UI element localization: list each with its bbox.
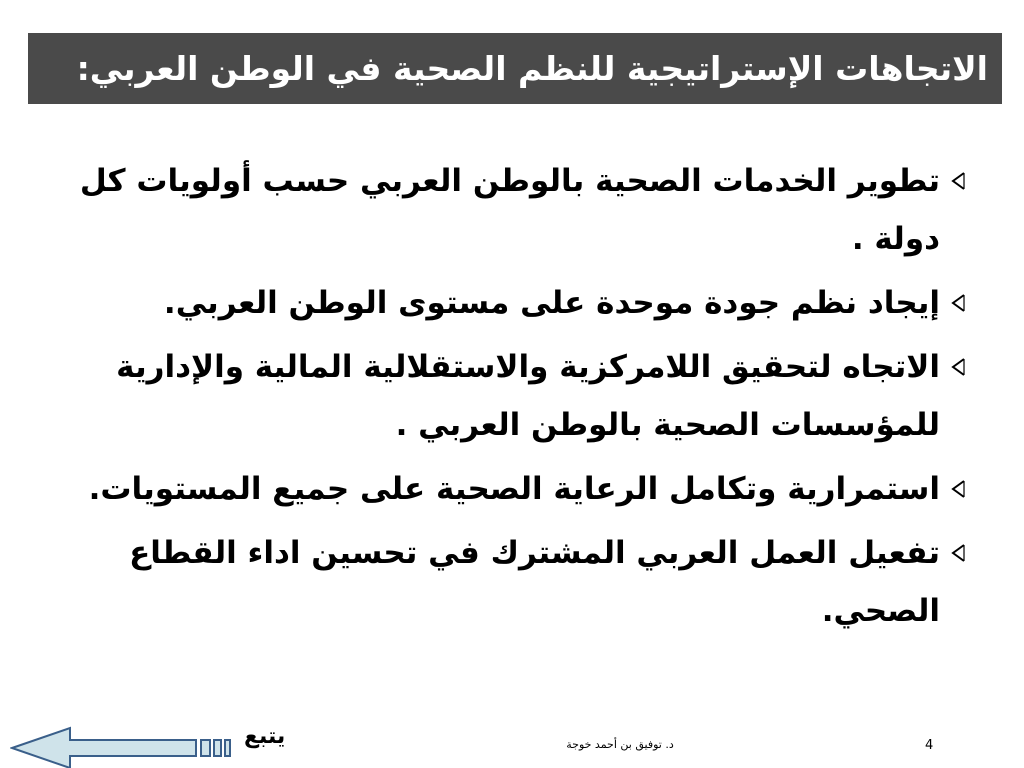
arrow-bullet-icon — [944, 338, 974, 396]
next-link[interactable]: يتبع — [244, 724, 286, 749]
bullet-list — [44, 152, 974, 646]
left-arrow-icon[interactable] — [10, 726, 250, 768]
arrow-bullet-icon — [944, 152, 974, 210]
bullet-text: تطوير الخدمات الصحية بالوطن العربي حسب أولويات كل دولة . — [79, 163, 940, 257]
author-footer: د. توفيق بن أحمد خوجة — [566, 738, 674, 751]
page-number: 4 — [925, 738, 934, 753]
list-item — [44, 338, 974, 454]
bullet-text: إيجاد نظم جودة موحدة على مستوى الوطن العربي. — [163, 285, 940, 321]
list-item — [44, 524, 974, 640]
list-item — [44, 274, 974, 332]
arrow-bullet-icon — [944, 524, 974, 582]
slide-title: الاتجاهات الإستراتيجية للنظم الصحية في الوطن العربي: — [76, 49, 988, 88]
arrow-bullet-icon — [944, 274, 974, 332]
title-bar — [28, 33, 1002, 104]
arrow-bullet-icon — [944, 460, 974, 518]
bullet-text: الاتجاه لتحقيق اللامركزية والاستقلالية المالية والإدارية للمؤسسات الصحية بالوطن العربي . — [116, 349, 940, 443]
list-item — [44, 460, 974, 518]
bullet-text: استمرارية وتكامل الرعاية الصحية على جميع المستويات. — [88, 471, 940, 507]
bullet-text: تفعيل العمل العربي المشترك في تحسين اداء القطاع الصحي. — [129, 535, 940, 629]
list-item — [44, 152, 974, 268]
